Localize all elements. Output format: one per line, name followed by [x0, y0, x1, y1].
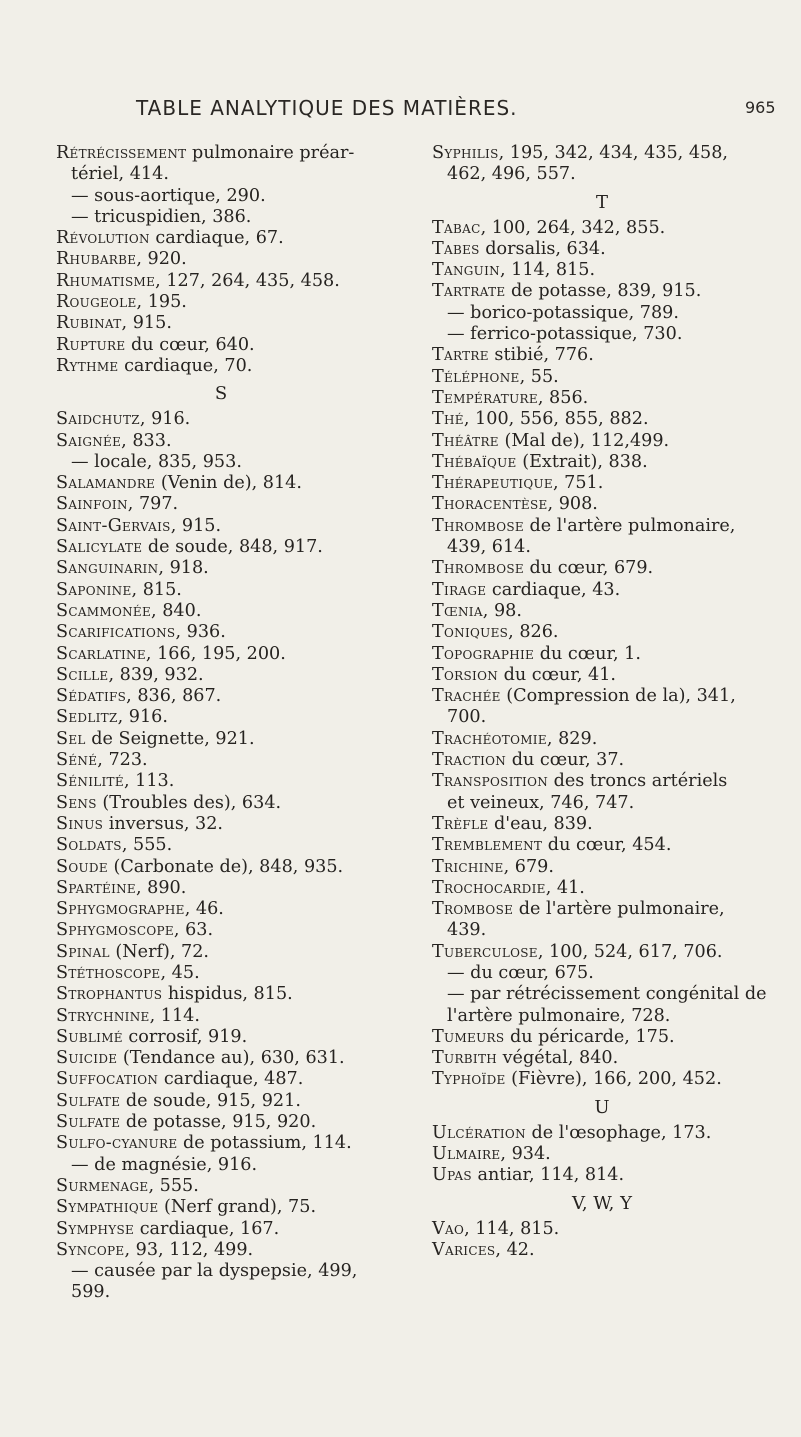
entry-text: , 555.	[148, 1175, 199, 1196]
entry-text: du cœur, 679.	[523, 558, 654, 579]
entry-heading: Torsion	[432, 664, 499, 685]
entry-text: , 195.	[136, 292, 187, 313]
index-entry	[56, 857, 386, 878]
index-continuation: et veineux, 746, 747.	[447, 792, 635, 813]
entry-heading: Température	[432, 387, 538, 408]
index-entry	[56, 473, 386, 494]
entry-heading: Sphygmographe	[56, 899, 185, 920]
entry-heading: Trèfle	[432, 813, 489, 834]
entry-text: , 93, 112, 499.	[124, 1239, 254, 1260]
entry-text: , 114, 815.	[464, 1218, 560, 1239]
entry-heading: Tartre	[432, 345, 489, 366]
entry-text: , 42.	[495, 1239, 535, 1260]
entry-text: corrosif, 919.	[122, 1026, 248, 1047]
index-entry	[432, 388, 772, 409]
index-continuation: l'artère pulmonaire, 728.	[447, 1005, 671, 1026]
index-entry	[56, 984, 386, 1005]
entry-heading: Sphygmoscope	[56, 920, 174, 941]
entry-text: dorsalis, 634.	[479, 238, 606, 259]
entry-heading: Rupture	[56, 334, 126, 355]
entry-heading: Upas	[432, 1165, 472, 1186]
index-entry	[56, 1069, 386, 1090]
entry-heading: Transposition	[432, 771, 549, 792]
index-entry	[432, 1165, 772, 1186]
index-entry	[56, 771, 386, 792]
entry-heading: Sulfo-cyanure	[56, 1133, 178, 1154]
entry-text: de Seignette, 921.	[85, 728, 255, 749]
index-entry	[432, 899, 772, 920]
index-subentry: — ferrico-potassique, 730.	[447, 324, 683, 345]
entry-text: , 829.	[546, 728, 598, 749]
entry-heading: Thrombose	[432, 558, 524, 579]
entry-text: , 63.	[173, 920, 214, 941]
index-entry	[432, 239, 772, 260]
index-entry	[432, 260, 772, 281]
entry-heading: Saidchutz	[56, 409, 140, 430]
index-entry	[432, 601, 772, 622]
index-entry	[56, 707, 386, 728]
index-entry	[56, 601, 386, 622]
entry-heading: Sens	[56, 792, 97, 813]
entry-text: , 114.	[149, 1005, 200, 1026]
entry-heading: Salamandre	[56, 473, 156, 494]
entry-heading: Trichine	[432, 856, 504, 877]
index-entry	[432, 942, 772, 963]
entry-heading: Sanguinarin	[56, 558, 159, 579]
index-entry	[56, 228, 386, 249]
entry-text: , 166, 195, 200.	[145, 643, 286, 664]
entry-heading: Téléphone	[432, 366, 520, 387]
entry-text: , 826.	[508, 622, 559, 643]
index-entry	[56, 942, 386, 963]
entry-text: pulmonaire préar-	[186, 143, 355, 163]
entry-heading: Tuberculose	[432, 941, 538, 962]
entry-text: de l'œsophage, 173.	[525, 1122, 712, 1143]
index-entry	[432, 218, 772, 239]
entry-text: du péricarde, 175.	[504, 1026, 675, 1047]
entry-text: du cœur, 454.	[542, 835, 672, 856]
entry-heading: Syphilis	[432, 143, 499, 163]
index-entry	[56, 793, 386, 814]
index-entry	[56, 1240, 386, 1261]
index-entry	[56, 1176, 386, 1197]
entry-heading: Strychnine	[56, 1005, 150, 1026]
index-entry	[432, 857, 772, 878]
entry-text: , 890.	[135, 877, 187, 898]
entry-heading: Spinal	[56, 941, 110, 962]
index-entry	[56, 1048, 386, 1069]
entry-text: (Carbonate de), 848, 935.	[107, 856, 344, 877]
index-entry	[56, 292, 386, 313]
entry-heading: Sainfoin	[56, 494, 128, 515]
entry-text: , 679.	[503, 856, 554, 877]
entry-text: du cœur, 37.	[506, 750, 625, 771]
entry-heading: Surmenage	[56, 1175, 149, 1196]
entry-text: , 920.	[136, 249, 187, 270]
entry-text: végétal, 840.	[497, 1048, 619, 1069]
index-subentry: — par rétrécissement congénital de	[447, 984, 767, 1005]
index-entry	[432, 686, 772, 707]
entry-text: de soude, 848, 917.	[142, 537, 323, 558]
entry-text: (Troubles des), 634.	[96, 792, 282, 813]
index-continuation: 462, 496, 557.	[447, 164, 576, 185]
entry-text: , 797.	[127, 494, 179, 515]
entry-text: (Nerf grand), 75.	[158, 1197, 317, 1218]
index-entry	[432, 1069, 772, 1090]
index-entry	[432, 750, 772, 771]
entry-heading: Soldats	[56, 835, 122, 856]
entry-heading: Tabac	[432, 217, 481, 238]
page-number: 965	[745, 98, 776, 117]
index-entry	[56, 920, 386, 941]
index-entry	[56, 1219, 386, 1240]
entry-heading: Scille	[56, 664, 109, 685]
index-entry	[56, 143, 386, 164]
index-entry	[56, 249, 386, 270]
entry-heading: Rubinat	[56, 313, 122, 334]
index-entry	[56, 963, 386, 984]
entry-text: du cœur, 1.	[534, 643, 641, 664]
entry-heading: Rythme	[56, 355, 119, 376]
index-entry	[56, 665, 386, 686]
index-continuation: 439.	[447, 920, 487, 941]
entry-heading: Trochocardie	[432, 877, 546, 898]
index-subentry: — de magnésie, 916.	[71, 1154, 258, 1175]
entry-heading: Tumeurs	[432, 1026, 505, 1047]
entry-text: , 915.	[121, 313, 172, 334]
header-title: TABLE ANALYTIQUE DES MATIÈRES.	[136, 96, 518, 120]
entry-heading: Saint-Gervais	[56, 515, 171, 536]
entry-heading: Sénilité	[56, 771, 124, 792]
index-subentry: — tricuspidien, 386.	[71, 206, 252, 227]
entry-text: , 55.	[519, 366, 559, 387]
entry-text: du cœur, 640.	[125, 334, 255, 355]
index-entry	[56, 686, 386, 707]
entry-text: , 915.	[170, 515, 222, 536]
index-entry	[56, 356, 386, 377]
entry-heading: Thrombose	[432, 515, 524, 536]
entry-heading: Saignée	[56, 430, 122, 451]
index-entry	[432, 729, 772, 750]
entry-text: , 195, 342, 434, 435, 458,	[498, 143, 729, 163]
index-entry	[432, 644, 772, 665]
index-entry	[432, 1219, 772, 1240]
entry-text: , 836, 867.	[126, 686, 222, 707]
entry-heading: Suffocation	[56, 1069, 159, 1090]
entry-text: du cœur, 41.	[498, 664, 617, 685]
index-entry	[432, 409, 772, 430]
entry-text: , 856.	[537, 387, 589, 408]
index-entry	[56, 1006, 386, 1027]
index-entry	[432, 878, 772, 899]
entry-text: de l'artère pulmonaire,	[513, 899, 725, 920]
entry-heading: Trombose	[432, 899, 514, 920]
entry-text: , 45.	[160, 962, 200, 983]
index-entry	[56, 580, 386, 601]
index-entry	[432, 558, 772, 579]
entry-heading: Ulmaire	[432, 1144, 501, 1165]
entry-heading: Toniques	[432, 622, 509, 643]
entry-heading: Tabes	[432, 238, 480, 259]
index-entry	[432, 1240, 772, 1261]
entry-heading: Tartrate	[432, 281, 506, 302]
index-entry	[432, 1027, 772, 1048]
entry-text: hispidus, 815.	[162, 984, 293, 1005]
entry-heading: Suicide	[56, 1048, 118, 1069]
index-subentry: — locale, 835, 953.	[71, 451, 242, 472]
index-entry	[56, 409, 386, 430]
entry-heading: Stéthoscope	[56, 962, 161, 983]
entry-text: des troncs artériels	[548, 771, 728, 792]
entry-text: (Compression de la), 341,	[500, 686, 736, 707]
index-entry	[432, 1048, 772, 1069]
entry-heading: Topographie	[432, 643, 535, 664]
entry-text: de l'artère pulmonaire,	[523, 515, 736, 536]
index-entry	[432, 814, 772, 835]
entry-heading: Strophantus	[56, 984, 163, 1005]
entry-heading: Tirage	[432, 579, 487, 600]
index-entry	[432, 1144, 772, 1165]
entry-text: (Mal de), 112,499.	[498, 430, 670, 451]
entry-text: (Nerf), 72.	[109, 941, 210, 962]
entry-text: (Fièvre), 166, 200, 452.	[505, 1069, 722, 1090]
entry-heading: Sinus	[56, 813, 104, 834]
index-entry	[432, 771, 772, 792]
entry-heading: Théâtre	[432, 430, 499, 451]
entry-text: , 918.	[158, 558, 209, 579]
entry-heading: Ulcération	[432, 1122, 526, 1143]
entry-heading: Syncope	[56, 1239, 125, 1260]
entry-text: de potasse, 839, 915.	[505, 281, 702, 302]
index-entry	[432, 452, 772, 473]
index-entry	[56, 835, 386, 856]
entry-text: (Venin de), 814.	[155, 473, 302, 494]
entry-text: cardiaque, 67.	[149, 228, 284, 249]
entry-text: antiar, 114, 814.	[471, 1165, 625, 1186]
entry-text: , 98.	[482, 600, 522, 621]
entry-heading: Thébaïque	[432, 451, 517, 472]
index-entry	[56, 1027, 386, 1048]
entry-text: cardiaque, 487.	[158, 1069, 304, 1090]
entry-heading: Rhumatisme	[56, 270, 156, 291]
entry-text: , 555.	[121, 835, 173, 856]
index-entry	[56, 1197, 386, 1218]
entry-text: inversus, 32.	[103, 813, 224, 834]
index-entry	[56, 622, 386, 643]
entry-text: , 934.	[500, 1144, 551, 1165]
entry-heading: Scammonée	[56, 600, 152, 621]
index-entry	[432, 1123, 772, 1144]
entry-heading: Turbith	[432, 1048, 498, 1069]
entry-heading: Tœnia	[432, 600, 483, 621]
entry-text: de soude, 915, 921.	[120, 1090, 301, 1111]
index-entry	[432, 835, 772, 856]
entry-heading: Vao	[432, 1218, 465, 1239]
entry-heading: Scarifications	[56, 622, 176, 643]
index-subentry: — borico-potassique, 789.	[447, 302, 679, 323]
entry-text: , 41.	[545, 877, 585, 898]
index-entry	[432, 143, 772, 164]
entry-text: (Extrait), 838.	[516, 451, 648, 472]
index-entry	[432, 281, 772, 302]
index-subentry: — sous-aortique, 290.	[71, 185, 266, 206]
index-subentry: — du cœur, 675.	[447, 962, 594, 983]
entry-heading: Séné	[56, 750, 98, 771]
index-entry	[56, 537, 386, 558]
entry-text: , 839, 932.	[108, 664, 204, 685]
entry-text: (Tendance au), 630, 631.	[117, 1048, 345, 1069]
entry-text: , 916.	[139, 409, 191, 430]
entry-heading: Tremblement	[432, 835, 543, 856]
entry-text: , 751.	[552, 473, 604, 494]
entry-text: , 127, 264, 435, 458.	[155, 270, 340, 291]
entry-text: , 936.	[175, 622, 226, 643]
entry-heading: Sulfate	[56, 1112, 121, 1133]
entry-heading: Scarlatine	[56, 643, 146, 664]
index-continuation: tériel, 414.	[71, 164, 169, 185]
index-entry	[56, 814, 386, 835]
index-entry	[432, 516, 772, 537]
entry-text: stibié, 776.	[488, 345, 594, 366]
entry-text: cardiaque, 43.	[486, 579, 621, 600]
index-entry	[56, 494, 386, 515]
index-entry	[56, 899, 386, 920]
entry-text: d'eau, 839.	[488, 813, 593, 834]
entry-heading: Rhubarbe	[56, 249, 137, 270]
index-entry	[432, 665, 772, 686]
section-letter: S	[214, 383, 228, 405]
entry-text: , 723.	[97, 750, 148, 771]
entry-text: , 113.	[123, 771, 175, 792]
entry-text: de potasse, 915, 920.	[120, 1112, 317, 1133]
index-entry	[432, 580, 772, 601]
index-entry	[56, 644, 386, 665]
entry-heading: Varices	[432, 1239, 496, 1260]
index-entry	[56, 729, 386, 750]
index-subentry: — causée par la dyspepsie, 499,	[71, 1261, 358, 1282]
entry-text: , 100, 556, 855, 882.	[463, 409, 649, 430]
page-header	[0, 96, 801, 126]
entry-text: , 833.	[121, 430, 172, 451]
entry-text: , 815.	[131, 579, 182, 600]
entry-text: , 100, 524, 617, 706.	[537, 941, 723, 962]
entry-text: de potassium, 114.	[177, 1133, 352, 1154]
index-column-left	[56, 143, 386, 1304]
entry-heading: Sulfate	[56, 1090, 121, 1111]
entry-text: , 908.	[547, 494, 598, 515]
section-letter: V, W, Y	[572, 1192, 632, 1214]
entry-heading: Salicylate	[56, 537, 143, 558]
index-entry	[56, 558, 386, 579]
index-entry	[432, 345, 772, 366]
index-entry	[56, 313, 386, 334]
entry-heading: Rétrécissement	[56, 143, 187, 163]
index-continuation: 439, 614.	[447, 537, 531, 558]
entry-heading: Sublimé	[56, 1026, 123, 1047]
entry-text: , 46.	[184, 899, 224, 920]
entry-heading: Soude	[56, 856, 108, 877]
index-entry	[56, 335, 386, 356]
entry-heading: Thoracentèse	[432, 494, 548, 515]
entry-heading: Rougeole	[56, 292, 137, 313]
index-entry	[432, 473, 772, 494]
entry-heading: Symphyse	[56, 1218, 135, 1239]
index-entry	[56, 271, 386, 292]
section-letter: U	[594, 1096, 610, 1118]
entry-text: , 840.	[151, 600, 202, 621]
entry-heading: Sédatifs	[56, 686, 127, 707]
index-entry	[432, 494, 772, 515]
index-entry	[56, 1091, 386, 1112]
entry-heading: Trachéotomie	[432, 728, 547, 749]
index-continuation: 599.	[71, 1282, 111, 1303]
entry-text: cardiaque, 167.	[134, 1218, 280, 1239]
index-entry	[56, 750, 386, 771]
entry-heading: Typhoïde	[432, 1069, 506, 1090]
section-letter: T	[595, 191, 608, 213]
index-entry	[56, 431, 386, 452]
index-entry	[56, 516, 386, 537]
index-entry	[432, 367, 772, 388]
entry-text: , 114, 815.	[499, 260, 596, 281]
index-entry	[432, 431, 772, 452]
entry-text: , 100, 264, 342, 855.	[480, 217, 666, 238]
entry-heading: Traction	[432, 750, 507, 771]
index-entry	[56, 1133, 386, 1154]
index-entry	[56, 1112, 386, 1133]
index-entry	[56, 878, 386, 899]
entry-heading: Sel	[56, 728, 86, 749]
entry-heading: Saponine	[56, 579, 132, 600]
entry-heading: Spartéine	[56, 877, 136, 898]
entry-heading: Révolution	[56, 228, 150, 249]
index-entry	[432, 622, 772, 643]
entry-heading: Thérapeutique	[432, 473, 553, 494]
entry-text: cardiaque, 70.	[118, 355, 253, 376]
entry-heading: Tanguin	[432, 260, 500, 281]
index-continuation: 700.	[447, 707, 487, 728]
index-column-right	[432, 143, 772, 1261]
entry-heading: Sympathique	[56, 1197, 159, 1218]
entry-text: , 916.	[117, 707, 168, 728]
entry-heading: Trachée	[432, 686, 501, 707]
entry-heading: Thé	[432, 409, 464, 430]
entry-heading: Sedlitz	[56, 707, 118, 728]
